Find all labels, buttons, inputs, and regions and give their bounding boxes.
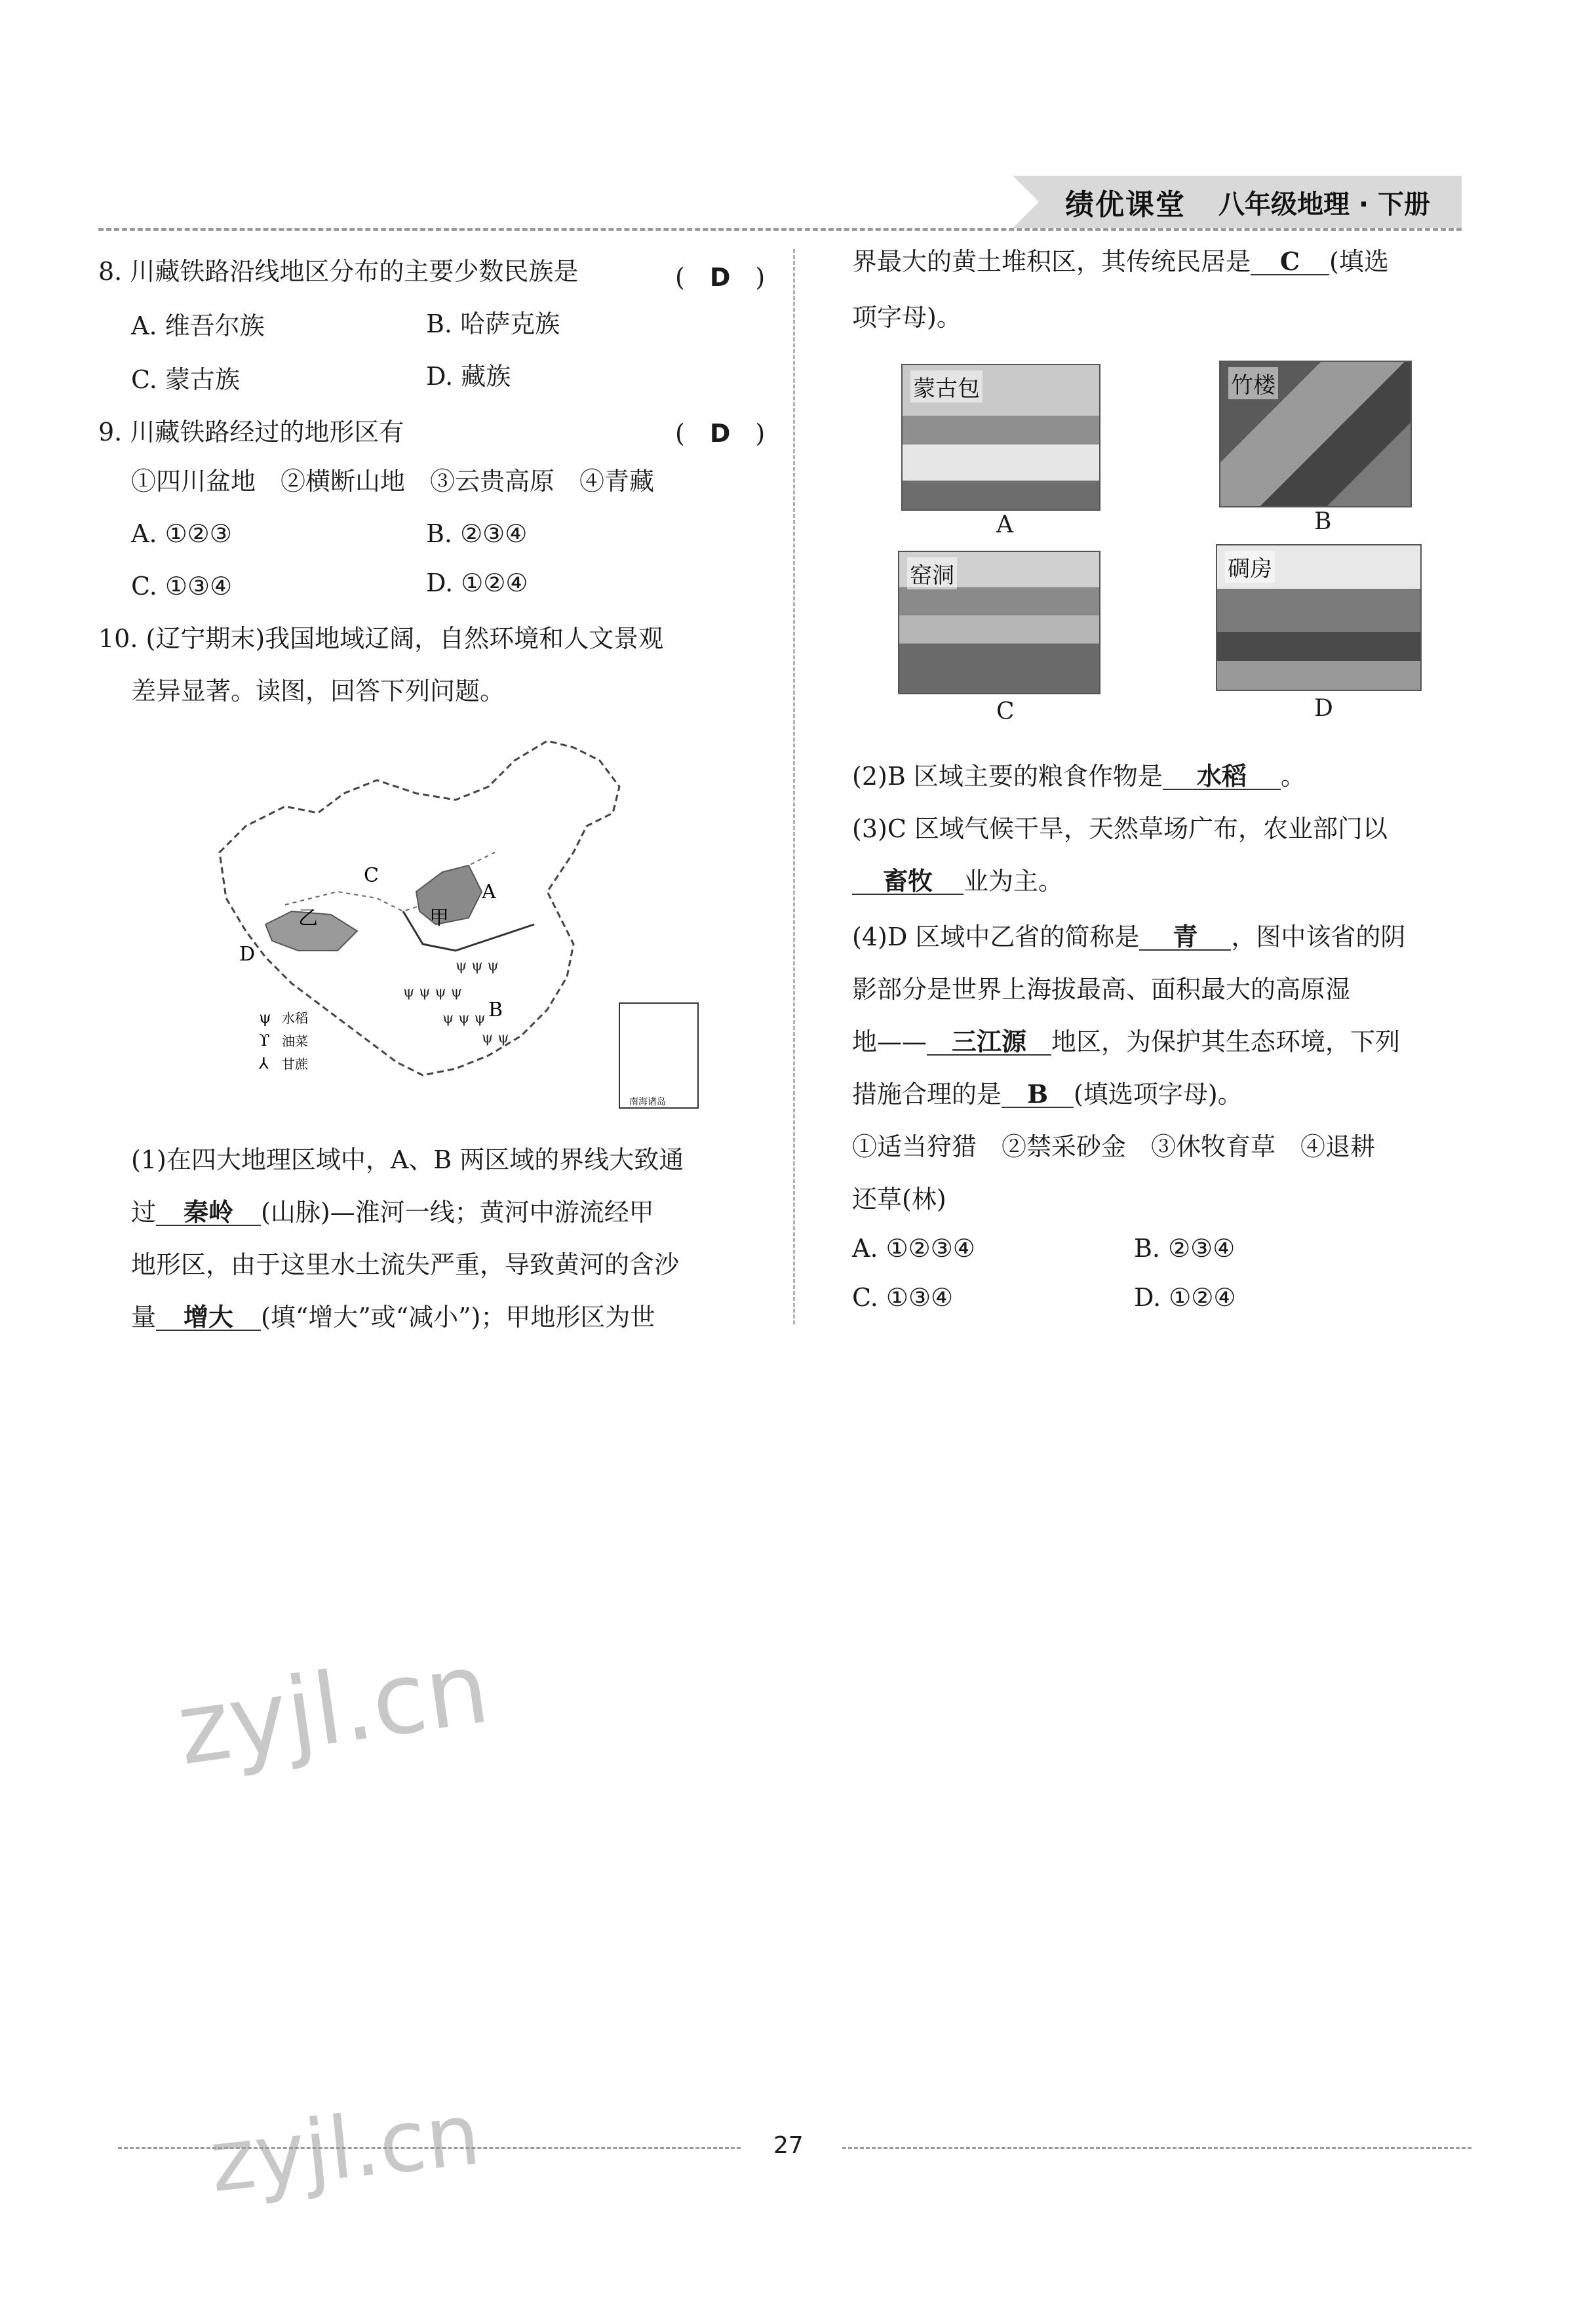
brand-title: 绩优课堂 <box>1065 188 1186 222</box>
legend-rapeseed-icon: ϒ <box>259 1031 270 1050</box>
legend-sugarcane: 甘蔗 <box>282 1056 308 1072</box>
q10-p4-text: 地—— <box>852 1027 927 1056</box>
q10-p4-items-line2: 还草(林) <box>852 1185 946 1214</box>
q10-p1-text: (山脉)—淮河一线；黄河中游流经甲 <box>261 1198 654 1227</box>
q10-p3-line1: (3)C 区域气候干旱，天然草场广布，农业部门以 <box>852 814 1388 843</box>
header-triangle <box>1013 176 1039 228</box>
q10-stem-line1: 10. (辽宁期末)我国地域辽阔，自然环境和人文景观 <box>98 624 664 653</box>
photo-cave-caption: 窑洞 <box>907 557 957 589</box>
q10-p1-line3: 地形区，由于这里水土流失严重，导致黄河的含沙 <box>131 1250 680 1279</box>
legend-rapeseed: 油菜 <box>282 1033 308 1049</box>
q8-answer-box: ( D ) <box>675 263 766 292</box>
q10-p3-line2 <box>852 866 1064 896</box>
map-label-b: B <box>488 999 503 1021</box>
q10-p1-line6: 项字母)。 <box>852 303 962 332</box>
photo-bamboo-caption: 竹楼 <box>1228 367 1278 399</box>
q9-stem: 9. 川藏铁路经过的地形区有 <box>98 418 404 446</box>
q10-p4-option-c: C. ①③④ <box>852 1283 954 1312</box>
q10-p4-text: 措施合理的是 <box>852 1080 1002 1109</box>
header-divider <box>98 228 1462 231</box>
q10-p2-text: (2)B 区域主要的粮食作物是 <box>852 762 1163 791</box>
page-number: 27 <box>773 2132 804 2159</box>
q10-p1-line2 <box>131 1197 654 1227</box>
q8-answer: D <box>709 263 731 292</box>
photo-label-a: A <box>996 511 1013 538</box>
q10-p4-text: ，图中该省的阴 <box>1231 922 1406 951</box>
q10-p4-text: 地区，为保护其生态环境，下列 <box>1051 1027 1401 1056</box>
q10-p1-line4 <box>131 1302 655 1332</box>
q10-p4-option-b: B. ②③④ <box>1134 1234 1236 1263</box>
q10-p4-items-line1: ①适当狩猎 ②禁采砂金 ③休牧育草 ④退耕 <box>852 1132 1376 1161</box>
legend-rice: 水稻 <box>282 1010 308 1026</box>
map-label-yi: 乙 <box>298 907 318 930</box>
q10-p4-text: (4)D 区域中乙省的简称是 <box>852 922 1140 951</box>
map-label-jia: 甲 <box>429 907 449 930</box>
q9-option-b: B. ②③④ <box>426 519 528 548</box>
q10-p1-text: 界最大的黄土堆积区，其传统民居是 <box>852 247 1251 276</box>
header-badge <box>1013 176 1462 228</box>
answer-sanjiangyuan: 三江源 <box>927 1029 1051 1056</box>
photo-yurt <box>901 364 1100 511</box>
photo-cave-dwelling <box>898 551 1100 694</box>
map-label-a: A <box>482 880 496 903</box>
legend-rice-icon: ψ <box>259 1008 271 1027</box>
q10-p1-text: 量 <box>131 1303 157 1332</box>
q10-p2 <box>852 761 1306 791</box>
q8-option-a: A. 维吾尔族 <box>131 311 265 340</box>
column-divider <box>793 249 795 1324</box>
subject-title: 八年级地理 · 下册 <box>1218 189 1431 220</box>
q10-p4-line2: 影部分是世界上海拔最高、面积最大的高原湿 <box>852 975 1351 1004</box>
answer-measures: B <box>1002 1082 1074 1108</box>
photo-stone-house <box>1216 544 1422 691</box>
q10-p4-line4 <box>852 1079 1243 1109</box>
map-label-c: C <box>364 864 379 887</box>
q10-p1-line5 <box>852 249 1389 275</box>
inset-frame <box>619 1003 698 1108</box>
q8-option-b: B. 哈萨克族 <box>426 309 560 338</box>
q8-option-d: D. 藏族 <box>426 362 511 391</box>
q10-p1-text: (填选 <box>1329 247 1389 276</box>
answer-dwelling: C <box>1251 249 1329 275</box>
q9-option-d: D. ①②④ <box>426 568 528 597</box>
photo-label-d: D <box>1314 695 1333 722</box>
photo-bamboo-house <box>1219 361 1412 507</box>
map-label-d: D <box>239 943 256 966</box>
svg-text:ψ ψ ψ: ψ ψ ψ <box>456 958 499 974</box>
legend-sugarcane-icon: ⅄ <box>259 1054 269 1073</box>
loess-plateau-shading <box>416 865 482 924</box>
q10-stem-line2: 差异显著。读图，回答下列问题。 <box>131 677 505 705</box>
q10-p1-line1: (1)在四大地理区域中，A、B 两区域的界线大致通 <box>131 1145 684 1174</box>
answer-increase: 增大 <box>156 1305 261 1331</box>
watermark: zyjl.cn <box>205 2084 485 2212</box>
q9-answer: D <box>709 419 731 448</box>
watermark: zyjl.cn <box>170 1631 496 1788</box>
q10-p4-option-d: D. ①②④ <box>1134 1283 1236 1312</box>
photo-yurt-caption: 蒙古包 <box>910 370 983 403</box>
answer-qinling: 秦岭 <box>156 1200 261 1226</box>
photo-label-b: B <box>1314 508 1332 535</box>
svg-text:ψ ψ ψ ψ: ψ ψ ψ ψ <box>403 984 462 1000</box>
q8-option-c: C. 蒙古族 <box>131 365 240 394</box>
svg-text:ψ ψ ψ: ψ ψ ψ <box>442 1010 486 1027</box>
q9-items: ①四川盆地 ②横断山地 ③云贵高原 ④青藏 <box>131 467 655 496</box>
svg-text:ψ ψ: ψ ψ <box>482 1030 509 1046</box>
footer-divider-left <box>118 2147 741 2149</box>
answer-qing: 青 <box>1139 924 1231 951</box>
q9-option-c: C. ①③④ <box>131 572 233 601</box>
photo-stone-caption: 碉房 <box>1225 551 1275 583</box>
inset-label: 南海诸岛 <box>629 1097 666 1107</box>
q10-p4-line3 <box>852 1029 1400 1056</box>
q10-p3-text: 业为主。 <box>963 867 1064 896</box>
answer-rice: 水稻 <box>1163 764 1281 790</box>
q10-p4-text: (填选项字母)。 <box>1074 1080 1243 1109</box>
q10-p4-option-a: A. ①②③④ <box>852 1234 975 1263</box>
q9-answer-box: ( D ) <box>675 419 766 448</box>
photo-label-c: C <box>996 698 1015 725</box>
q9-option-a: A. ①②③ <box>131 519 232 548</box>
china-map <box>206 734 705 1115</box>
q10-p4-line1 <box>852 924 1405 951</box>
q10-p1-text: 过 <box>131 1198 157 1227</box>
answer-pastoral: 畜牧 <box>852 869 963 895</box>
q8-stem: 8. 川藏铁路沿线地区分布的主要少数民族是 <box>98 257 579 286</box>
footer-divider-right <box>842 2147 1471 2149</box>
q10-p2-text: 。 <box>1280 762 1306 791</box>
q10-p1-text: (填“增大”或“减小”)；甲地形区为世 <box>261 1303 655 1332</box>
